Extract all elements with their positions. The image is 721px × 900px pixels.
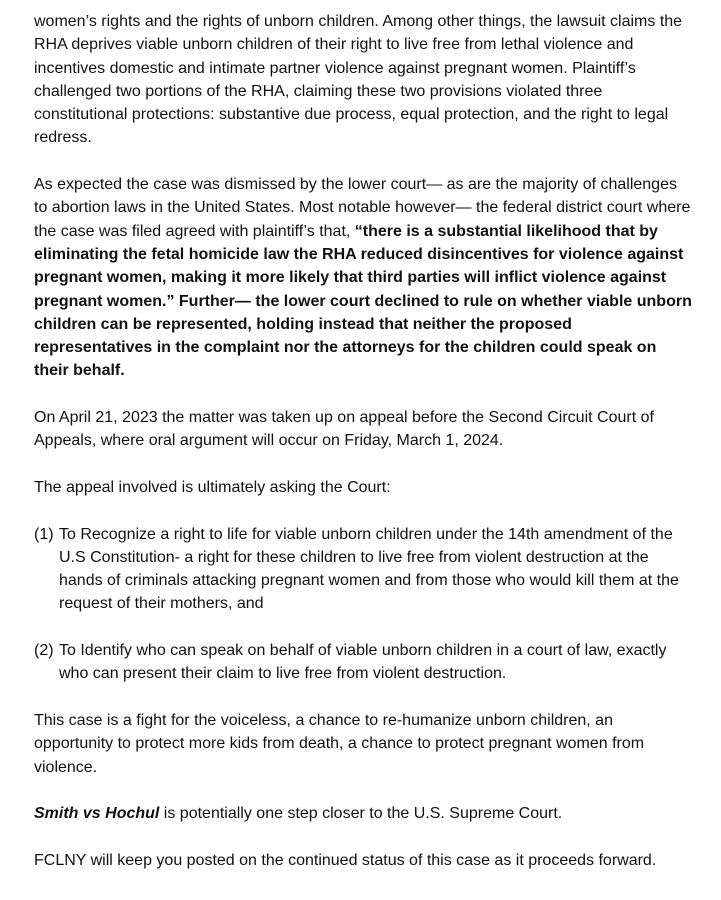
paragraph-lawsuit-claims: women’s rights and the rights of unborn children. Among other things, the lawsuit claims the RHA deprives viable unborn children of their right to live free from lethal violence and incentives domestic and intimate partner violence against pregnant women. Plaintiff’s challenged two portions of the RHA, claiming these two provisions violated three constitutional protections: substantive due process, equal protection, and the right to legal redress.: [34, 13, 683, 147]
case-name: Smith vs Hochul: [34, 805, 160, 823]
list-item-number: (1): [34, 525, 54, 543]
paragraph-lower-court: [34, 173, 694, 383]
paragraph-appeal-date: On April 21, 2023 the matter was taken up on appeal before the Second Circuit Court of Appeals, where oral argument will occur on Friday, March 1, 2024.: [34, 409, 654, 450]
list-item: [34, 523, 694, 616]
list-item-text: To Recognize a right to life for viable unborn children under the 14th amendment of the U.S Constitution- a right for these children to live free from violent destruction at the hands of criminals attacking pregnant women and from those who would kill them at the request of their mothers, and: [59, 525, 679, 613]
supreme-court-text: is potentially one step closer to the U.S. Supreme Court.: [159, 805, 563, 823]
lower-court-quote-bold: “there is a substantial likelihood that by eliminating the fetal homicide law the RHA reduced disincentives for violence against pregnant women, making it more likely that third parties will inflict violence against pregnant women.” Further— the lower court declined to rule on whether viable unborn children can be represented, holding instead that neither the proposed representatives in the complaint nor the attorneys for the children could speak on their behalf.: [34, 222, 692, 380]
list-item: [34, 639, 694, 686]
paragraph-fclny-update: FCLNY will keep you posted on the continued status of this case as it proceeds forward.: [34, 851, 657, 869]
list-item-text: To Identify who can speak on behalf of viable unborn children in a court of law, exactly who can present their claim to live free from violent destruction.: [59, 642, 667, 683]
list-item-number: (2): [34, 642, 54, 660]
paragraph-supreme-court: [34, 802, 694, 825]
paragraph-appeal-asks: The appeal involved is ultimately asking the Court:: [34, 478, 391, 496]
lower-court-intro-text: As expected the case was dismissed by the lower court— as are the majority of challenges to abortion laws in the United States. Most notable however— the federal district court where the case was filed agreed with plaintiff’s that,: [34, 176, 691, 240]
paragraph-voiceless: This case is a fight for the voiceless, a chance to re-humanize unborn children, an opportunity to protect more kids from death, a chance to protect pregnant women from violence.: [34, 711, 645, 776]
